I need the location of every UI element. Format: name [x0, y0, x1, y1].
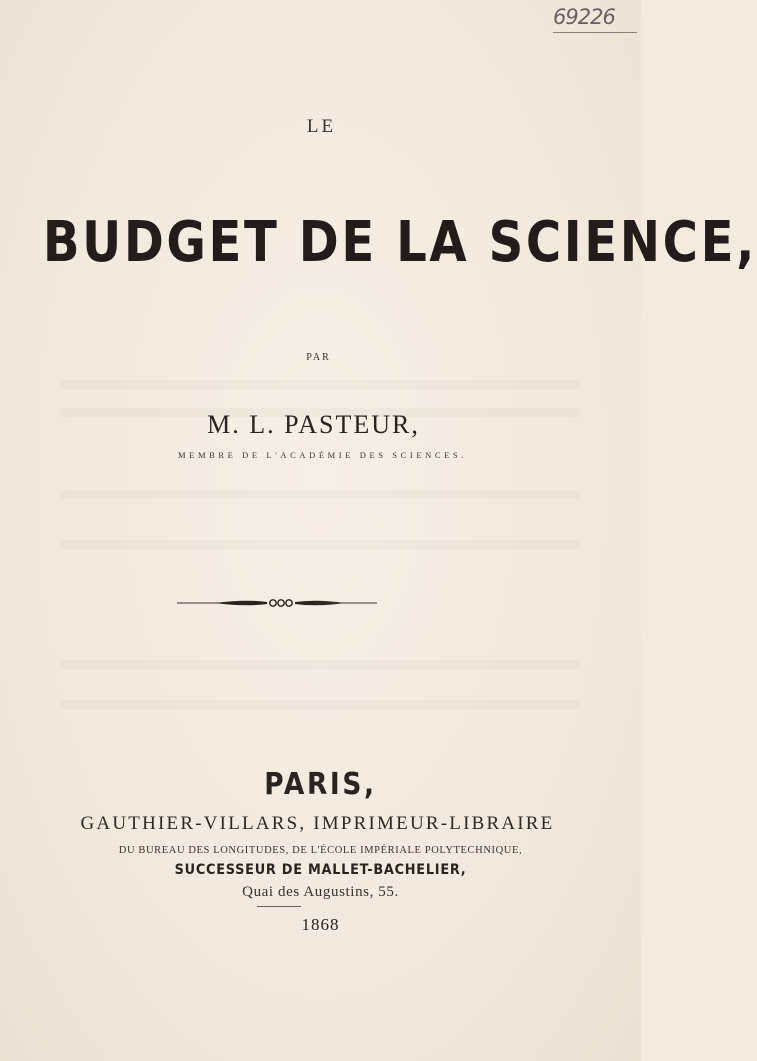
short-rule: [257, 906, 301, 907]
imprint-publisher: GAUTHIER-VILLARS, IMPRIMEUR-LIBRAIRE: [80, 813, 555, 834]
by-line: PAR: [306, 352, 331, 363]
show-through: [60, 660, 580, 669]
page-title: BUDGET DE LA SCIENCE,: [42, 210, 757, 275]
imprint-city: PARIS,: [264, 767, 377, 802]
show-through: [60, 700, 580, 709]
ornamental-rule-icon: [175, 594, 379, 616]
author-affiliation: MEMBRE DE L'ACADÉMIE DES SCIENCES.: [178, 450, 467, 460]
imprint-bureau: DU BUREAU DES LONGITUDES, DE L'ÉCOLE IMPÉRIALE POLYTECHNIQUE,: [118, 845, 523, 856]
show-through: [60, 490, 580, 499]
author-name: M. L. PASTEUR,: [207, 410, 420, 439]
imprint-successor: SUCCESSEUR DE MALLET-BACHELIER,: [174, 862, 467, 878]
imprint-year: 1868: [301, 915, 340, 934]
title-article: LE: [306, 116, 337, 137]
imprint-address: Quai des Augustins, 55.: [242, 884, 399, 900]
catalog-number: 69226: [553, 2, 637, 33]
show-through: [60, 540, 580, 549]
show-through: [60, 380, 580, 389]
